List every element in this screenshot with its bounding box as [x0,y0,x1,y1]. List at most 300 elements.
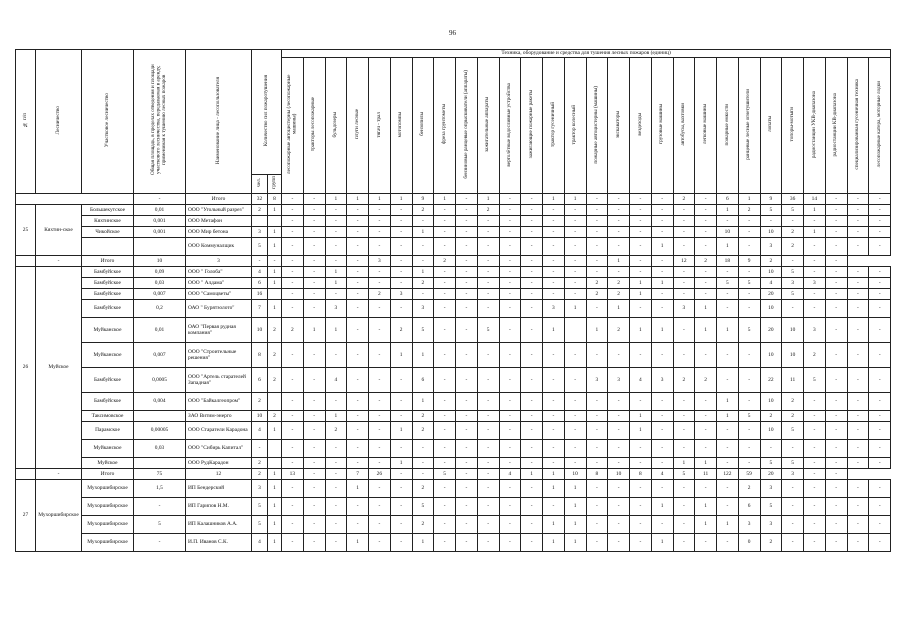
table-cell: Мухоршибирское [82,498,134,516]
table-cell: - [782,480,804,498]
table-cell: - [347,516,369,534]
table-cell: 1 [717,393,739,411]
table-row [16,300,891,318]
table-cell: - [369,205,391,216]
table-row [16,343,891,368]
table-cell: 2 [608,278,630,289]
table-cell: - [282,393,304,411]
table-cell: 0,0005 [134,368,186,393]
table-cell: - [303,516,325,534]
table-cell: 1 [434,194,456,205]
table-cell: 1 [543,469,565,480]
table-cell: 10 [564,469,586,480]
table-cell: - [325,516,347,534]
table-cell: 5 [782,422,804,440]
table-cell: 1 [412,534,434,552]
table-cell: - [869,318,891,343]
table-cell: 1 [543,194,565,205]
table-cell: - [869,289,891,300]
table-cell: - [499,238,521,256]
table-cell: 2 [268,343,282,368]
table-cell: - [564,411,586,422]
table-cell: - [586,516,608,534]
table-cell: - [847,216,869,227]
table-cell: - [499,368,521,393]
table-cell: - [586,343,608,368]
table-cell: 1,5 [134,480,186,498]
table-cell: 1 [695,516,717,534]
table-cell: 2 [782,227,804,238]
table-cell: Бамбуйское [82,289,134,300]
table-cell: 2 [252,458,268,469]
table-cell: - [456,205,478,216]
table-cell: - [586,267,608,278]
table-cell: - [347,498,369,516]
table-cell [252,216,268,227]
table-cell: - [782,440,804,458]
table-cell: - [347,300,369,318]
table-cell: 9 [738,256,760,267]
table-cell: 5 [760,458,782,469]
table-cell: 0,007 [134,289,186,300]
table-cell: - [347,440,369,458]
table-cell [82,238,134,256]
table-cell: - [825,289,847,300]
table-cell: - [543,458,565,469]
table-cell: - [499,256,521,267]
table-cell: - [369,216,391,227]
col-equipment-26: специализированная гусеничная техника [847,58,869,194]
table-cell: 1 [695,318,717,343]
table-cell: - [369,440,391,458]
table-cell: Итого [82,256,134,267]
table-cell: - [412,458,434,469]
table-cell: - [456,238,478,256]
table-cell: - [521,318,543,343]
table-cell: - [325,440,347,458]
table-cell: - [825,422,847,440]
table-cell: - [303,368,325,393]
table-cell: 59 [738,469,760,480]
table-cell: 5 [252,516,268,534]
table-cell: ООО " Алдама" [186,278,252,289]
table-cell: - [869,194,891,205]
table-cell: - [869,534,891,552]
table-cell: - [282,368,304,393]
table-cell: - [564,216,586,227]
table-cell: - [847,300,869,318]
table-cell: - [347,458,369,469]
table-cell: 2 [434,256,456,267]
table-cell: - [499,318,521,343]
table-cell: 10 [760,343,782,368]
table-cell: - [630,516,652,534]
table-cell: - [412,216,434,227]
table-cell: 36 [782,194,804,205]
table-row [16,480,891,498]
table-cell: - [499,300,521,318]
table-cell: Парамское [82,422,134,440]
table-cell: - [804,534,826,552]
table-cell: - [434,227,456,238]
table-cell: - [630,205,652,216]
table-cell: - [608,458,630,469]
table-cell: 6 [252,278,268,289]
table-cell: - [738,458,760,469]
table-cell: 1 [412,343,434,368]
table-cell: - [608,411,630,422]
table-cell: 2 [608,289,630,300]
table-cell: 2 [782,238,804,256]
table-cell: - [630,216,652,227]
table-cell: 0,09 [134,267,186,278]
table-cell: - [564,440,586,458]
table-cell: - [673,267,695,278]
table-cell: 10 [760,267,782,278]
table-cell: - [804,516,826,534]
table-cell: - [695,422,717,440]
table-cell: 1 [543,534,565,552]
table-cell: - [282,238,304,256]
table-cell: 10 [134,256,186,267]
table-cell: - [282,498,304,516]
table-cell: - [456,278,478,289]
table-cell: 5 [717,278,739,289]
table-cell: - [434,278,456,289]
table-cell: - [804,480,826,498]
table-cell: Таксимовское [82,411,134,422]
table-cell: - [738,238,760,256]
table-cell: 1 [543,480,565,498]
table-cell: - [543,343,565,368]
table-cell: - [303,278,325,289]
table-cell: 8 [630,469,652,480]
table-cell: - [303,422,325,440]
table-cell: - [303,205,325,216]
table-cell: - [477,343,499,368]
table-cell: - [282,227,304,238]
table-cell: - [477,267,499,278]
table-cell: Бамбуйское [82,267,134,278]
table-cell: - [825,343,847,368]
table-cell: - [434,267,456,278]
table-cell: - [804,300,826,318]
table-cell: - [738,289,760,300]
table-cell: 5 [252,498,268,516]
table-cell: - [521,300,543,318]
table-cell: - [499,278,521,289]
table-cell: - [586,440,608,458]
table-cell: 3 [651,368,673,393]
table-cell: - [477,238,499,256]
table-cell: - [847,194,869,205]
table-cell: - [608,194,630,205]
page-number: 96 [449,29,456,37]
table-cell: - [825,458,847,469]
table-cell: 2 [673,368,695,393]
table-cell: Мухоршибирское [36,480,82,552]
table-cell: - [782,498,804,516]
table-cell: 3 [608,368,630,393]
table-cell: - [303,343,325,368]
table-cell: - [564,267,586,278]
table-cell: - [782,534,804,552]
col-equipment-10: вертолётные водосливные устройства [499,58,521,194]
table-cell: - [847,289,869,300]
table-cell: - [434,411,456,422]
table-cell: - [608,516,630,534]
table-cell: - [434,422,456,440]
table-cell: 2 [268,411,282,422]
table-cell: - [477,498,499,516]
table-cell: 6 [738,498,760,516]
table-cell: 5 [477,318,499,343]
table-row [16,368,891,393]
table-cell: 2 [760,534,782,552]
table-cell: - [412,440,434,458]
table-cell: - [825,480,847,498]
table-cell: - [869,440,891,458]
table-cell: 27 [16,480,36,552]
table-cell: Мухоршибирское [82,534,134,552]
table-cell: - [282,300,304,318]
table-cell: - [434,498,456,516]
table-cell: - [390,469,412,480]
table-cell: - [303,458,325,469]
col-equipment-9: зажигательные аппараты [477,58,499,194]
table-cell: 3 [782,469,804,480]
table-cell: - [564,458,586,469]
table-cell: - [543,238,565,256]
col-equipment-8: бензиновые ранцевые опрыскиватели (аппараты) [456,58,478,194]
table-cell: 3 [252,480,268,498]
table-cell: - [369,267,391,278]
table-cell: - [651,440,673,458]
table-cell: - [434,318,456,343]
table-cell: - [390,534,412,552]
table-cell: 2 [782,411,804,422]
table-cell: 4 [252,534,268,552]
table-cell: 1 [630,318,652,343]
table-cell: - [847,393,869,411]
table-cell: - [521,422,543,440]
table-cell: - [869,300,891,318]
table-cell: - [499,411,521,422]
table-cell: - [543,227,565,238]
col-equipment-15: экскаваторы [608,58,630,194]
table-row [16,318,891,343]
table-cell: - [673,480,695,498]
table-cell: 1 [564,516,586,534]
table-cell: - [586,480,608,498]
table-cell: - [325,256,347,267]
table-cell: - [651,267,673,278]
table-cell: 1 [651,498,673,516]
table-cell: - [477,411,499,422]
col-equipment-3: плуги лесные [347,58,369,194]
table-cell [268,289,282,300]
table-cell: 10 [608,469,630,480]
table-cell: - [521,458,543,469]
table-cell: И.П. Иванов С.К. [186,534,252,552]
table-cell: - [521,498,543,516]
table-cell: 1 [477,194,499,205]
table-cell: ИП Калашников А.А. [186,516,252,534]
table-cell: - [521,238,543,256]
table-cell: 1 [651,318,673,343]
table-cell: - [760,440,782,458]
table-cell: - [456,458,478,469]
table-cell: 1 [651,238,673,256]
table-cell: - [521,267,543,278]
table-cell: - [282,458,304,469]
table-cell: 3 [804,278,826,289]
table-cell: - [847,205,869,216]
table-cell: 1 [268,300,282,318]
table-cell: - [651,194,673,205]
table-cell: - [347,227,369,238]
table-cell: - [651,480,673,498]
table-cell: 1 [390,343,412,368]
table-cell: 2 [412,480,434,498]
table-cell: - [434,343,456,368]
table-cell: 5 [738,318,760,343]
table-cell: - [717,216,739,227]
table-cell: - [586,393,608,411]
fire-equipment-table [15,49,890,552]
table-cell: - [782,216,804,227]
table-cell: 4 [630,368,652,393]
table-cell: - [521,393,543,411]
table-cell: 3 [586,368,608,393]
table-cell: - [477,289,499,300]
table-cell: 18 [717,256,739,267]
table-cell: 20 [760,469,782,480]
table-cell: - [651,256,673,267]
table-cell: - [608,205,630,216]
table-cell: 5 [412,498,434,516]
table-cell: 1 [268,469,282,480]
table-cell: - [434,368,456,393]
table-cell: Итого [186,194,252,205]
table-cell: - [869,422,891,440]
table-cell: - [369,458,391,469]
table-cell: - [521,216,543,227]
table-cell: - [390,300,412,318]
table-cell: - [847,440,869,458]
table-cell: - [282,267,304,278]
table-cell: - [825,238,847,256]
table-cell: 3 [325,300,347,318]
table-cell: 0,00005 [134,422,186,440]
table-cell: - [499,289,521,300]
table-cell: - [434,534,456,552]
table-cell: 2 [738,205,760,216]
table-cell: - [825,469,847,480]
col-equipment-12: трактор гусеничный [543,58,565,194]
table-cell: - [847,534,869,552]
table-cell: - [369,227,391,238]
table-cell: 0,03 [134,278,186,289]
table-cell: - [347,256,369,267]
table-cell: ООО "Угольный разрез" [186,205,252,216]
table-cell: - [347,411,369,422]
table-cell: - [847,411,869,422]
table-cell: - [651,458,673,469]
table-cell: ООО Метафон [186,216,252,227]
table-cell: - [586,458,608,469]
table-cell: - [456,368,478,393]
table-cell: - [869,343,891,368]
table-cell: - [586,498,608,516]
table-cell: Кяхтинское [82,216,134,227]
table-cell: - [804,289,826,300]
col-num: № п/п [16,50,36,194]
table-cell: - [673,216,695,227]
table-cell: 1 [412,393,434,411]
table-cell: - [521,368,543,393]
table-cell: - [282,343,304,368]
table-cell: 1 [630,422,652,440]
table-cell: 10 [252,318,268,343]
table-cell: 12 [186,469,252,480]
table-cell: - [325,458,347,469]
table-cell: 1 [412,267,434,278]
table-cell: - [325,216,347,227]
table-cell: 10 [760,300,782,318]
table-cell: - [303,393,325,411]
table-cell: - [869,498,891,516]
table-cell: 2 [369,289,391,300]
table-cell: Бамбуйское [82,278,134,289]
table-cell: - [804,411,826,422]
table-row [16,422,891,440]
table-cell: - [804,498,826,516]
table-cell: 122 [717,469,739,480]
col-equipment-6: бензопилы [412,58,434,194]
table-cell: Муйское [36,267,82,469]
table-cell: 75 [134,469,186,480]
table-cell: - [347,393,369,411]
table-cell: 10 [760,422,782,440]
table-cell: - [543,278,565,289]
table-cell: - [134,194,186,205]
table-cell: - [673,422,695,440]
table-cell: 3 [369,256,391,267]
table-cell: 5 [782,267,804,278]
table-cell: - [673,238,695,256]
table-cell: - [456,267,478,278]
table-cell: - [717,458,739,469]
table-cell: ООО Старатели Карадона [186,422,252,440]
table-cell: 4 [325,368,347,393]
table-cell: - [347,205,369,216]
table-cell: 16 [252,289,268,300]
table-cell: ООО РудКарадон [186,458,252,469]
table-cell: - [651,227,673,238]
table-cell: - [869,267,891,278]
table-cell: - [325,393,347,411]
table-cell: - [543,289,565,300]
table-cell: - [804,440,826,458]
table-cell: 2 [325,422,347,440]
table-cell: ООО "Артель старателей Западная" [186,368,252,393]
table-cell: 0,2 [134,300,186,318]
table-cell: 1 [268,227,282,238]
col-equipment-25: радиостанции КВ-диапазона [825,58,847,194]
table-cell: - [369,238,391,256]
table-cell: - [499,422,521,440]
